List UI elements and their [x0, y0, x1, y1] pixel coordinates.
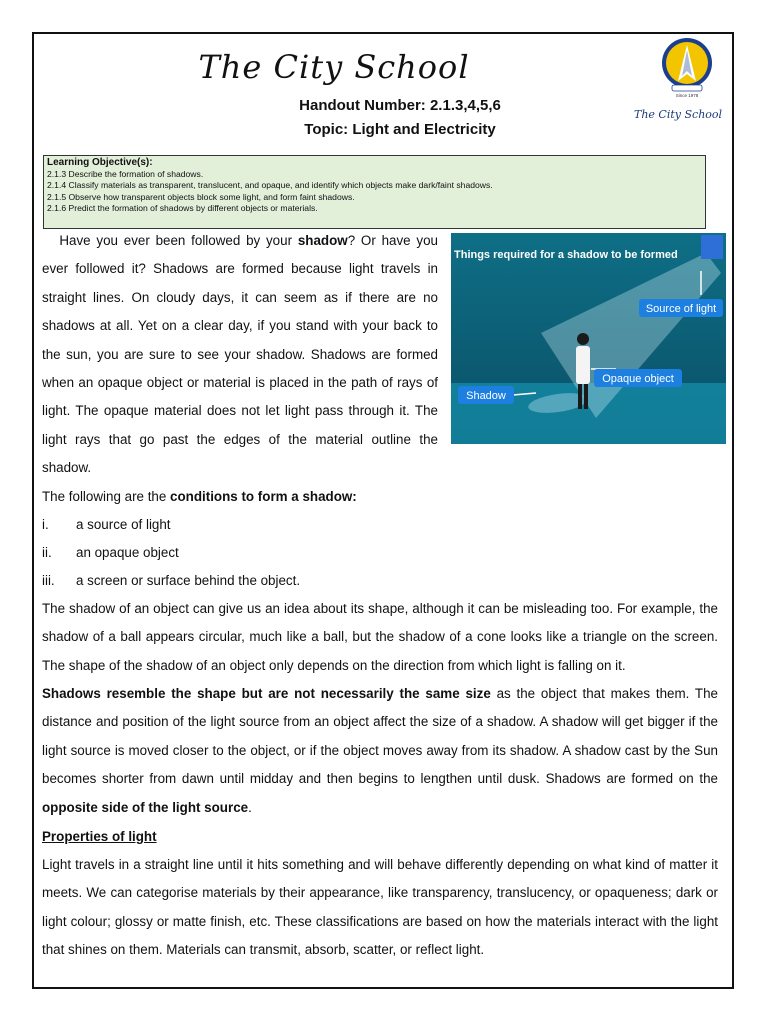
label-opaque-object: Opaque object: [602, 373, 674, 385]
objective-item: 2.1.3 Describe the formation of shadows.: [47, 169, 204, 179]
logo-caption: The City School: [634, 108, 723, 121]
learning-objectives-box: [43, 155, 706, 229]
shape-paragraph: The shadow of an object can give us an idea about its shape, although it can be misleading too. For example, the shadow of a ball appears circular, much like a ball, but the shadow of a cone looks like a triangle on the screen. The shape of the shadow of an object only depends on the direction from which light is falling on it.: [42, 601, 718, 673]
condition-item: iii. a screen or surface behind the object.: [42, 573, 301, 588]
illustration-title: Things required for a shadow to be formed: [454, 249, 678, 261]
school-logo: [658, 36, 716, 98]
shadow-illustration: [451, 233, 726, 444]
topic-title: Topic: Light and Electricity: [304, 121, 496, 138]
conditions-lead: The following are the conditions to form a shadow:: [42, 489, 357, 504]
properties-paragraph: Light travels in a straight line until it hits something and will behave differently depending on what kind of matter it meets. We can categorise materials by their appearance, like transparency, translucency, or opaqueness; dark or light colour; glossy or matte finish, etc. These classifications are based on how the materials interact with the light that shines on them. Materials can transmit, absorb, scatter, or reflect light.: [42, 857, 718, 958]
size-paragraph: Shadows resemble the shape but are not necessarily the same size as the object that makes them. The distance and position of the light source from an object affect the size of a shadow. A shadow will get bigger if the light source is moved closer to the object, or if the object moves away from its shadow. A shadow cast by the Sun becomes shorter from dawn until midday and then begins to lengthen until dusk. Shadows are formed on the opposite side of the light source.: [42, 686, 718, 815]
label-shadow: Shadow: [466, 390, 506, 402]
school-name: The City School: [198, 48, 470, 86]
intro-paragraph: Have you ever been followed by your shadow? Or have you ever followed it? Shadows are formed because light travels in straight lines. On cloudy days, it can seem as if there are no shadows at all. Yet on a clear day, if you stand with your back to the sun, you are sure to see your shadow. Shadows are formed when an opaque object or material is placed in the path of rays of light. The opaque material does not let light pass through it. The light rays that go past the edges of the material outline the shadow.: [42, 233, 438, 476]
svg-text:Since 1978: Since 1978: [675, 93, 699, 98]
label-source-of-light: Source of light: [645, 303, 717, 315]
condition-item: i. a source of light: [42, 517, 171, 532]
objective-item: 2.1.5 Observe how transparent objects block some light, and form faint shadows.: [47, 191, 355, 202]
condition-item: ii. an opaque object: [42, 545, 179, 560]
objective-item: 2.1.6 Predict the formation of shadows by different objects or materials.: [47, 203, 318, 214]
objectives-heading: Learning Objective(s):: [47, 157, 153, 168]
handout-number: Handout Number: 2.1.3,4,5,6: [299, 97, 501, 114]
objective-item: 2.1.4 Classify materials as transparent, translucent, and opaque, and identify which objects make dark/faint shadows.: [47, 180, 493, 191]
properties-heading: Properties of light: [42, 829, 157, 844]
